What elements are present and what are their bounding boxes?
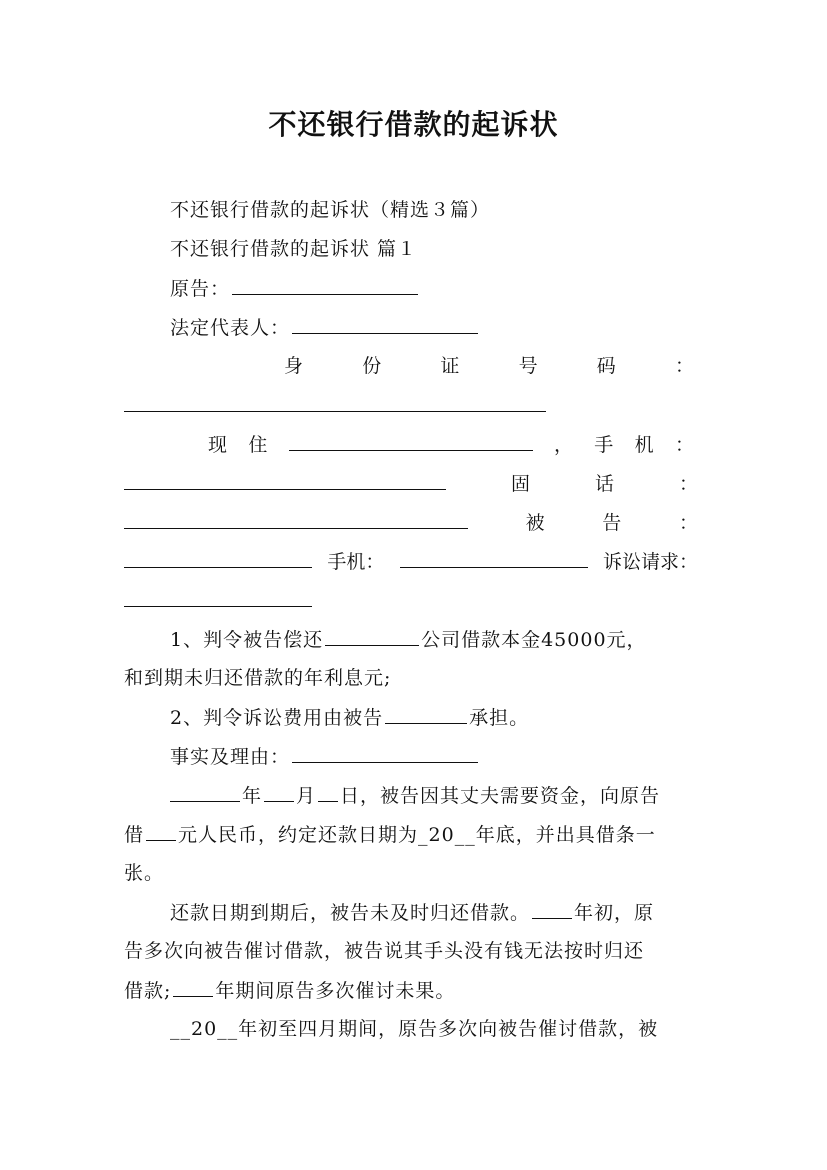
defendant-blank (124, 549, 312, 568)
day-text: 日，被告因其丈夫需要资金，向原告 (340, 785, 661, 807)
landline-char: ： (678, 473, 698, 495)
claims-blank-line (124, 588, 314, 613)
defendant-char: 告 (602, 512, 622, 534)
claim-1-text: 1、判令被告偿还 (170, 629, 324, 651)
phone-landline-line (124, 471, 698, 496)
subtitle: 不还银行借款的起诉状（精选３篇） (170, 199, 491, 221)
id-number-label (284, 354, 694, 378)
phone-blank (124, 471, 446, 490)
para-2-year-blank-2 (173, 978, 213, 997)
para-1-line-2 (124, 822, 656, 847)
address-char: 住 (248, 434, 268, 456)
claim-2-text: 2、判令诉讼费用由被告 (170, 707, 384, 729)
year-text: 年 (242, 785, 263, 807)
id-char: 份 (362, 355, 382, 377)
plaintiff-label: 原告： (170, 278, 231, 300)
claim-2-blank (385, 705, 467, 724)
year-blank (170, 783, 240, 802)
claim-1-cont: 和到期未归还借款的年利息元; (124, 667, 392, 689)
landline-char: 固 (510, 473, 530, 495)
landline-defendant-line (124, 510, 698, 535)
day-blank (318, 783, 338, 802)
id-char: 身 (284, 355, 304, 377)
para-1-text: 借 (124, 824, 145, 846)
section-heading: 不还银行借款的起诉状 篇１ (170, 238, 418, 260)
landline-blank (124, 510, 468, 529)
legal-rep-blank (292, 315, 478, 334)
phone-char: ： (674, 434, 694, 456)
defendant-phone-claims-line (124, 549, 698, 574)
claim-1-text-b: 公司借款本金45000元， (421, 629, 647, 651)
claim-1-blank (325, 627, 419, 646)
phone-char: 机 (634, 434, 654, 456)
address-char: 现 (208, 434, 228, 456)
document-title: 不还银行借款的起诉状 (268, 108, 559, 141)
facts-label: 事实及理由： (170, 746, 291, 768)
defendant-char: 被 (525, 512, 545, 534)
para-2-line-3 (124, 978, 455, 1003)
id-char: 码 (596, 355, 616, 377)
id-char: 号 (518, 355, 538, 377)
para-1-line-1 (170, 783, 660, 808)
claim-2-line (170, 705, 529, 730)
phone-char: 手 (594, 434, 614, 456)
para-1-text-b: 元人民币，约定还款日期为_20__年底，并出具借条一 (178, 824, 656, 846)
para-2-text: 还款日期到期后，被告未及时归还借款。 (170, 902, 531, 924)
para-2-text-c: 借款; (124, 980, 172, 1002)
month-text: 月 (296, 785, 317, 807)
address-phone-line (208, 432, 694, 457)
legal-rep-line (170, 315, 480, 340)
para-3-line-1: __20__年初至四月期间，原告多次向被告催讨借款，被 (170, 1018, 659, 1040)
claims-label: 诉讼请求： (602, 551, 698, 573)
claim-1-line (170, 627, 647, 652)
para-2-year-blank (532, 900, 572, 919)
para-2-line-1 (170, 900, 654, 925)
id-char: ： (674, 355, 694, 377)
id-char: 证 (440, 355, 460, 377)
para-2-text-d: 年期间原告多次催讨未果。 (215, 980, 456, 1002)
para-2-line-2: 告多次向被告催讨借款，被告说其手头没有钱无法按时归还 (124, 940, 645, 962)
defendant-phone-label: 手机： (327, 551, 385, 573)
facts-blank (292, 744, 478, 763)
facts-line (170, 744, 480, 769)
claim-2-text-b: 承担。 (469, 707, 530, 729)
para-2-text-b: 年初，原 (574, 902, 655, 924)
legal-rep-label: 法定代表人： (170, 317, 291, 339)
para-1-line-3: 张。 (124, 862, 165, 884)
id-number-blank-line (124, 393, 548, 418)
defendant-char: ： (678, 512, 698, 534)
address-blank (289, 432, 533, 451)
plaintiff-blank (232, 276, 418, 295)
amount-blank (146, 822, 176, 841)
month-blank (264, 783, 294, 802)
defendant-phone-blank (400, 549, 588, 568)
plaintiff-line (170, 276, 420, 301)
id-number-blank (124, 393, 546, 412)
comma: ， (553, 434, 573, 456)
claims-blank (124, 588, 312, 607)
landline-char: 话 (594, 473, 614, 495)
